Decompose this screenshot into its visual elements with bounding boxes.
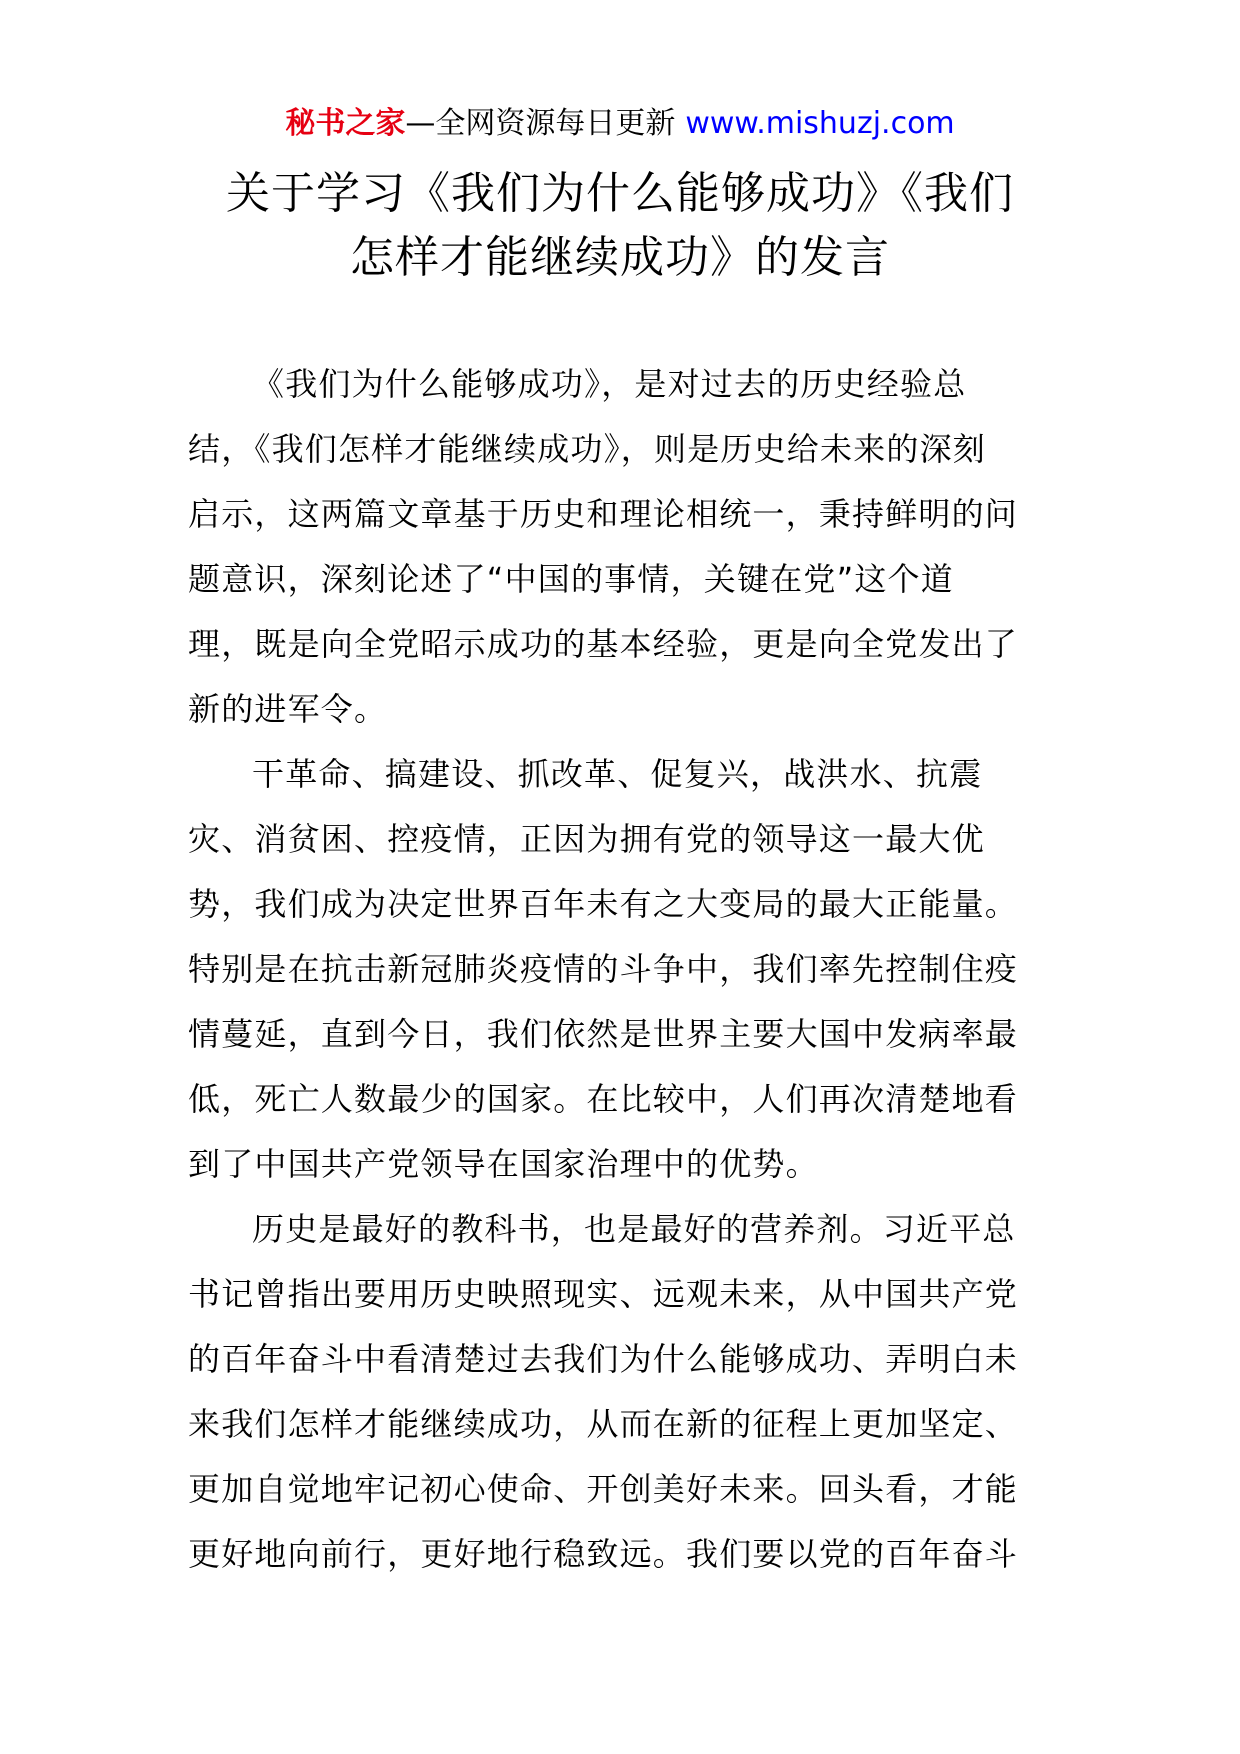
paragraph-3	[188, 1197, 1058, 1587]
site-header	[0, 102, 1240, 146]
paragraph-1	[188, 352, 1058, 742]
text-line: 书记曾指出要用历史映照现实、远观未来，从中国共产党	[188, 1275, 1019, 1313]
title-line: 关于学习《我们为什么能够成功》《我们	[226, 168, 1014, 219]
title-line: 怎样才能继续成功》的发言	[350, 232, 890, 283]
text-line: 情蔓延，直到今日，我们依然是世界主要大国中发病率最	[188, 1015, 1019, 1053]
text-line: 更加自觉地牢记初心使命、开创美好未来。回头看，才能	[188, 1470, 1019, 1508]
text-line: 更好地向前行，更好地行稳致远。我们要以党的百年奋斗	[188, 1535, 1019, 1573]
paragraph-2	[188, 742, 1058, 1197]
site-url[interactable]: www.mishuzj.com	[685, 106, 955, 141]
text-line: 题意识，深刻论述了“中国的事情，关键在党”这个道	[188, 560, 954, 598]
text-line: 到了中国共产党领导在国家治理中的优势。	[188, 1145, 819, 1183]
text-line: 《我们为什么能够成功》，是对过去的历史经验总	[252, 365, 967, 403]
site-brand: 秘书之家	[285, 106, 406, 141]
text-line: 的百年奋斗中看清楚过去我们为什么能够成功、弄明白未	[188, 1340, 1019, 1378]
text-line: 理，既是向全党昭示成功的基本经验，更是向全党发出了	[188, 625, 1019, 663]
document-body	[188, 352, 1058, 1587]
site-tagline: —全网资源每日更新	[405, 106, 676, 141]
text-line: 低，死亡人数最少的国家。在比较中，人们再次清楚地看	[188, 1080, 1019, 1118]
text-line: 结，《我们怎样才能继续成功》，则是历史给未来的深刻	[188, 430, 987, 468]
text-line: 启示，这两篇文章基于历史和理论相统一，秉持鲜明的问	[188, 495, 1019, 533]
text-line: 历史是最好的教科书，也是最好的营养剂。习近平总	[252, 1210, 1016, 1248]
text-line: 特别是在抗击新冠肺炎疫情的斗争中，我们率先控制住疫	[188, 950, 1019, 988]
text-line: 来我们怎样才能继续成功，从而在新的征程上更加坚定、	[188, 1405, 1019, 1443]
text-line: 灾、消贫困、控疫情，正因为拥有党的领导这一最大优	[188, 820, 985, 858]
text-line: 新的进军令。	[188, 690, 388, 728]
text-line: 势，我们成为决定世界百年未有之大变局的最大正能量。	[188, 885, 1019, 923]
document-title	[160, 162, 1080, 290]
text-line: 干革命、搞建设、抓改革、促复兴，战洪水、抗震	[252, 755, 983, 793]
